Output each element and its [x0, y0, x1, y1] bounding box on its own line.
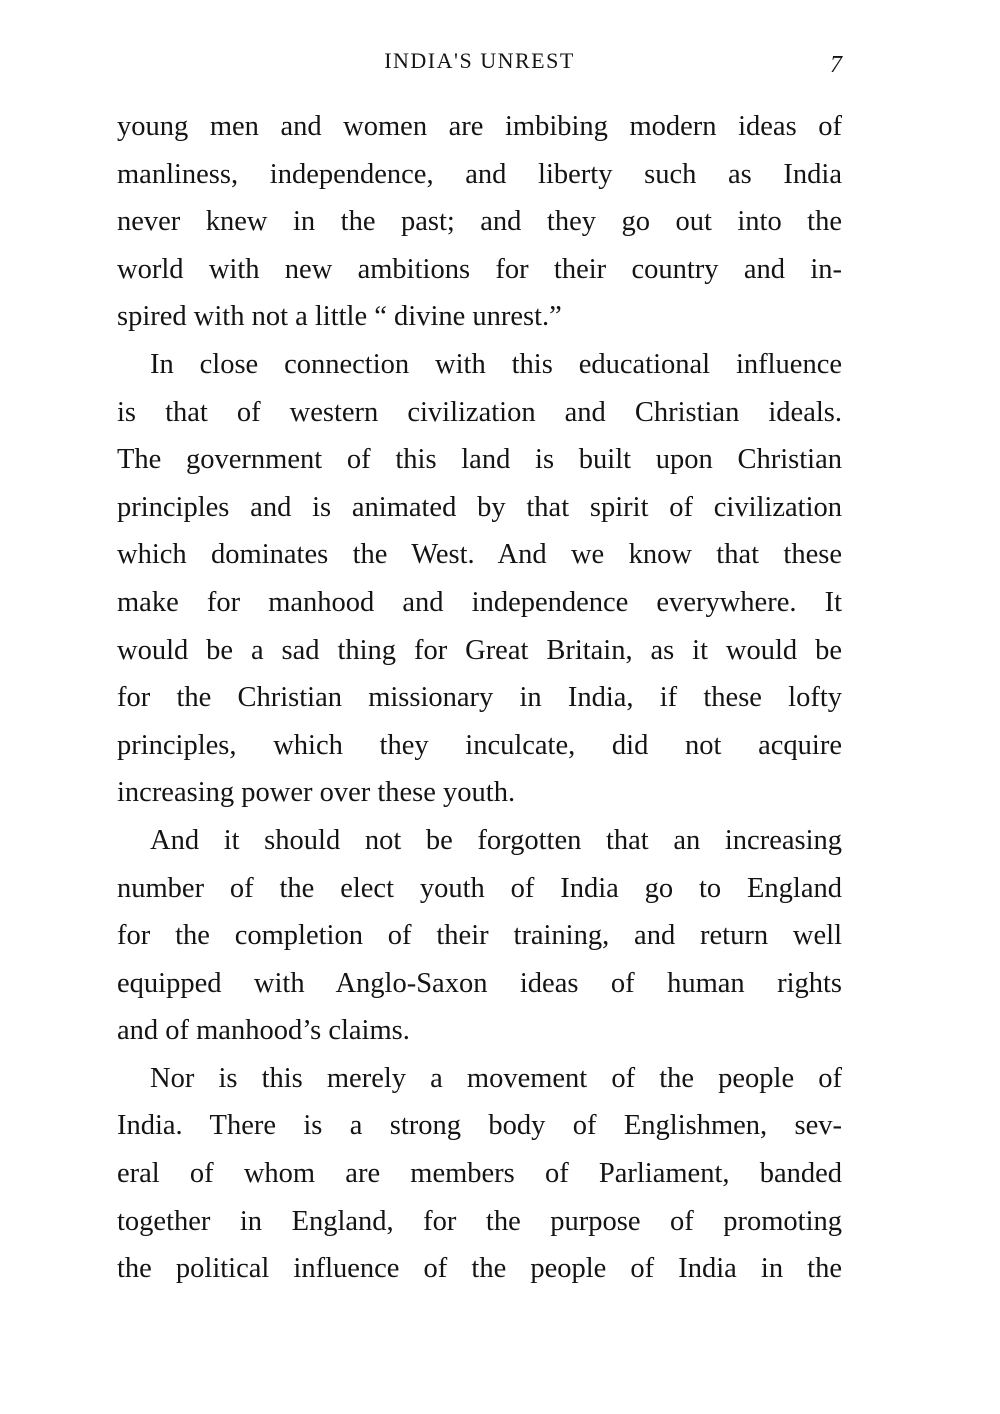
- text-line: Nor is this merely a movement of the people of: [150, 1062, 842, 1094]
- text-line: India. There is a strong body of Englishmen, sev-: [117, 1110, 842, 1142]
- text-line: equipped with Anglo-Saxon ideas of human rights: [117, 967, 842, 999]
- text-line: never knew in the past; and they go out into the: [117, 206, 842, 238]
- paragraph-2: [117, 341, 842, 817]
- text-line: the political influence of the people of India in the: [117, 1253, 842, 1285]
- text-line: and of manhood’s claims.: [117, 1015, 410, 1047]
- paragraph-4: [117, 1055, 842, 1293]
- text-line: number of the elect youth of India go to England: [117, 872, 842, 904]
- text-line: The government of this land is built upon Christian: [117, 444, 842, 476]
- text-line: for the Christian missionary in India, if these lofty: [117, 682, 842, 714]
- text-line: is that of western civilization and Christian ideals.: [117, 396, 842, 428]
- running-title: INDIA'S UNREST: [384, 48, 575, 73]
- running-head: [117, 44, 842, 78]
- text-line: would be a sad thing for Great Britain, as it would be: [117, 634, 842, 666]
- page-number: 7: [830, 52, 842, 78]
- body-text: [117, 103, 842, 1293]
- text-line: together in England, for the purpose of promoting: [117, 1205, 842, 1237]
- text-line: young men and women are imbibing modern ideas of: [117, 111, 842, 142]
- text-line: And it should not be forgotten that an increasing: [150, 824, 842, 856]
- text-line: make for manhood and independence everywhere. It: [117, 586, 842, 618]
- text-line: spired with not a little “ divine unrest.”: [117, 301, 562, 333]
- text-line: principles and is animated by that spirit of civilization: [117, 491, 842, 523]
- text-line: which dominates the West. And we know that these: [117, 539, 842, 571]
- text-line: increasing power over these youth.: [117, 777, 516, 809]
- paragraph-1: [117, 103, 842, 341]
- text-line: principles, which they inculcate, did not acquire: [117, 729, 842, 761]
- paragraph-3: [117, 817, 842, 1055]
- text-line: manliness, independence, and liberty such as India: [117, 158, 842, 190]
- text-line: world with new ambitions for their country and in-: [117, 253, 842, 285]
- text-line: eral of whom are members of Parliament, banded: [117, 1158, 842, 1190]
- text-line: for the completion of their training, and return well: [117, 920, 842, 952]
- text-line: In close connection with this educational influence: [150, 348, 842, 380]
